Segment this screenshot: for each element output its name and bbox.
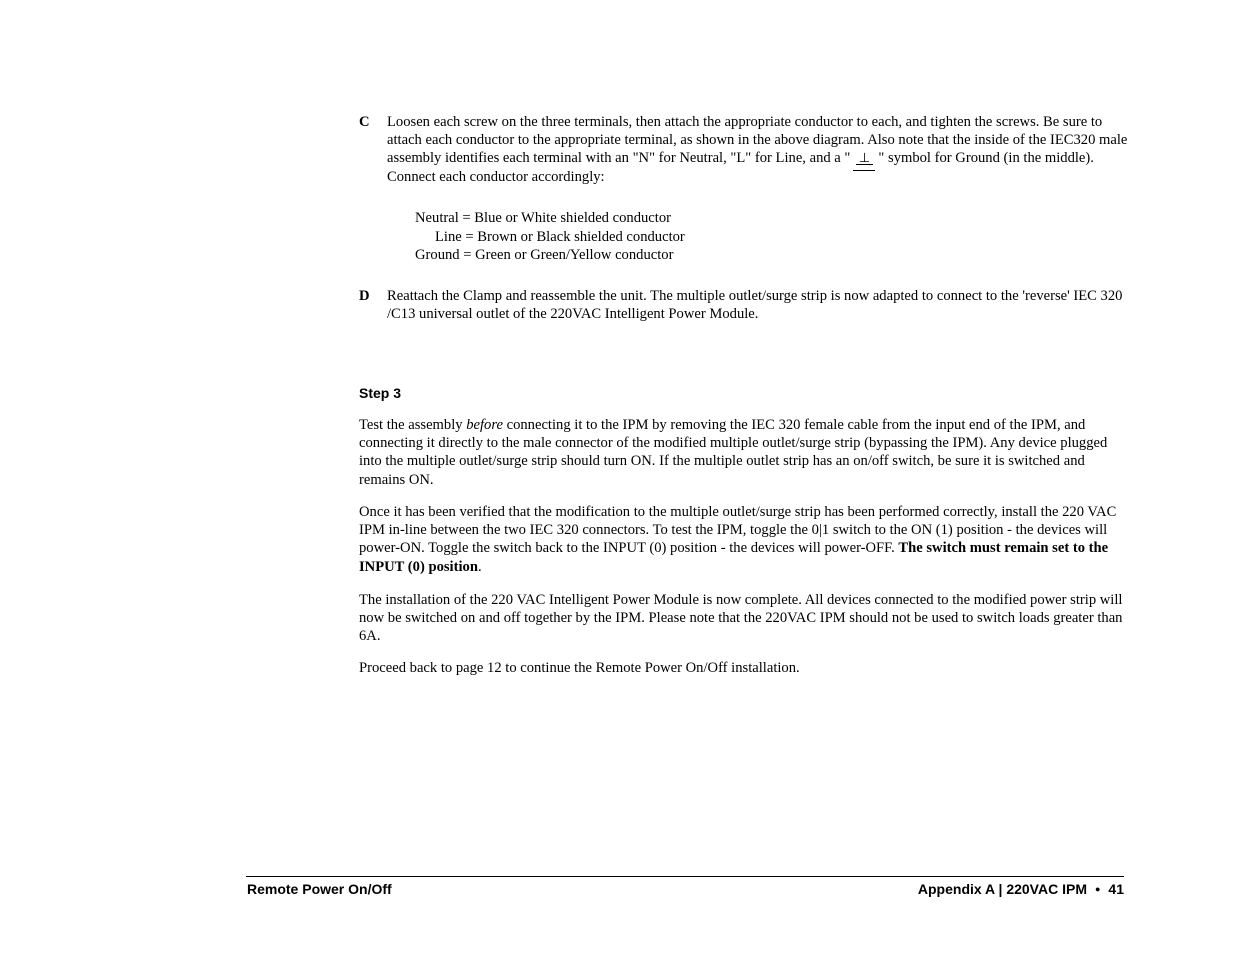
conductor-ground: Ground = Green or Green/Yellow conductor: [415, 247, 674, 263]
footer-section: Appendix A | 220VAC IPM: [917, 881, 1087, 897]
ground-symbol-icon: ⊥: [850, 149, 878, 167]
step-c-text-part1: Loosen each screw on the three terminals, then attach the appropriate conductor to each, and tighten the screws. Be sure to attach each conductor to the appropriate terminal, as shown in the above diagram. Also note that the inside of the IEC320 male assembly identifies each terminal with an "N" for Neutral, "L" for Line, and a ": [387, 114, 1128, 167]
step-c-text-part2: " symbol for Ground (in the middle). Connect each conductor accordingly:: [387, 150, 1094, 185]
bullet-icon: ●: [1094, 884, 1101, 894]
step3-paragraph-1: Test the assembly before connecting it to the IPM by removing the IEC 320 female cable from the input end of the IPM, and connecting it directly to the male connector of the modified multiple outlet/surge strip (bypassing the IPM). Any device plugged into the multiple outlet/surge strip should turn ON. If the multiple outlet strip has an on/off switch, be sure it is switched and remains ON.: [359, 417, 1108, 488]
step-d: [359, 287, 1129, 325]
step3-paragraph-4: Proceed back to page 12 to continue the Remote Power On/Off installation.: [359, 660, 800, 676]
step3-heading: Step 3: [359, 385, 402, 401]
step-c-letter: C: [359, 114, 370, 130]
switch-warning: The switch must remain set to the INPUT (0) position: [359, 540, 1109, 575]
step-c-text: [387, 113, 1129, 186]
step3-paragraph-2: Once it has been verified that the modification to the multiple outlet/surge strip has been performed correctly, install the 220 VAC IPM in-line between the two IEC 320 connectors. To test the IPM, toggle the 0|1 switch to the ON (1) position - the devices will power-ON. Toggle the switch back to the INPUT (0) position - the devices will power-OFF. The switch must remain set to the INPUT (0) position.: [359, 504, 1117, 575]
footer-page-info: [918, 880, 1124, 898]
footer-title: Remote Power On/Off: [247, 881, 392, 897]
conductor-neutral: Neutral = Blue or White shielded conductor: [415, 210, 671, 226]
page-number: 41: [1108, 881, 1124, 897]
step-d-letter: D: [359, 288, 370, 304]
step-c: [359, 113, 1129, 187]
footer-divider: [246, 876, 1124, 877]
emphasis-before: before: [466, 417, 503, 433]
step3-paragraph-3: The installation of the 220 VAC Intelligent Power Module is now complete. All devices connected to the modified power strip will now be switched on and off together by the IPM. Please note that the 220VAC IPM should not be used to switch loads greater than 6A.: [359, 592, 1123, 645]
conductor-line: Line = Brown or Black shielded conductor: [435, 228, 685, 245]
conductor-list: [415, 209, 685, 265]
step-d-text: Reattach the Clamp and reassemble the unit. The multiple outlet/surge strip is now adapted to connect to the 'reverse' IEC 320 /C13 universal outlet of the 220VAC Intelligent Power Module.: [387, 288, 1123, 323]
